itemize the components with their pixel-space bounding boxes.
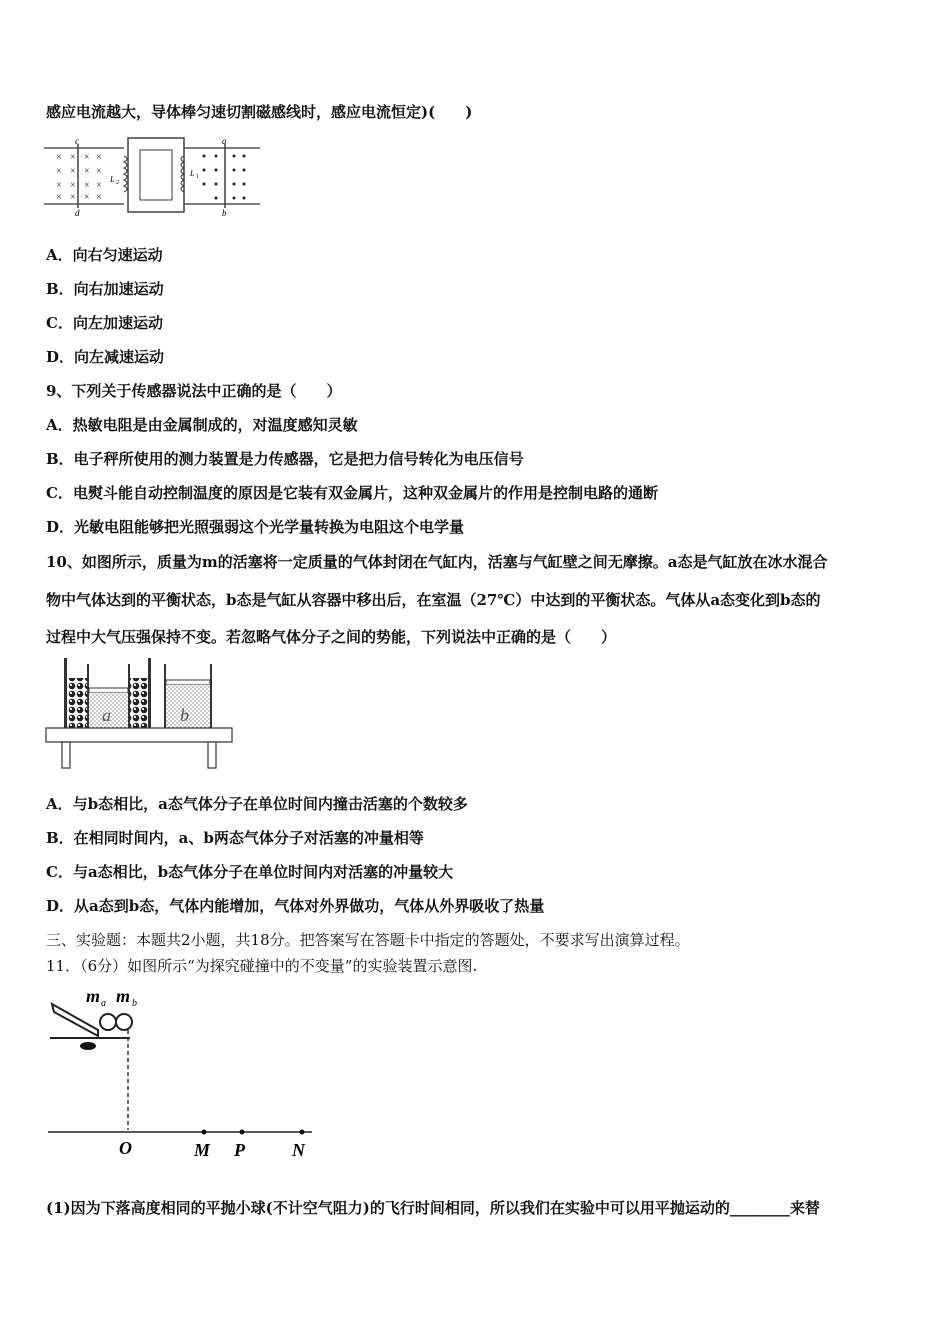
ice-left <box>67 678 87 728</box>
label-N: N <box>292 1140 305 1160</box>
label-O: O <box>119 1138 132 1158</box>
piston-a <box>89 688 128 693</box>
q8-option-c[interactable]: C．向左加速运动 <box>46 314 163 332</box>
svg-text:×: × <box>96 166 102 177</box>
q11-part1: (1)因为下落高度相同的平抛小球(不计空气阻力)的飞行时间相同，所以我们在实验中可以用平抛运动的________来替 <box>46 1199 820 1217</box>
q9-option-b[interactable]: B．电子秤所使用的测力装置是力传感器，它是把力信号转化为电压信号 <box>46 450 524 468</box>
clamp <box>80 1042 96 1050</box>
ramp <box>52 1004 98 1036</box>
table-top <box>46 728 232 742</box>
q10-option-c[interactable]: C．与a态相比，b态气体分子在单位时间内对活塞的冲量较大 <box>46 863 454 881</box>
q10-stem-line3: 过程中大气压强保持不变。若忽略气体分子之间的势能，下列说法中正确的是（ ） <box>46 628 617 646</box>
label-b-state: b <box>180 705 189 725</box>
q8-option-a[interactable]: A．向右匀速运动 <box>46 246 163 264</box>
q11-apparatus-figure <box>46 982 314 1166</box>
svg-text:×: × <box>56 192 62 203</box>
q8-stem-tail: 感应电流越大，导体棒匀速切割磁感线时，感应电流恒定)( ) <box>46 103 473 121</box>
svg-text:×: × <box>96 152 102 163</box>
q8-option-b[interactable]: B．向右加速运动 <box>46 280 164 298</box>
svg-text:1: 1 <box>196 174 199 180</box>
svg-text:×: × <box>96 180 102 191</box>
q10-stem-line2: 物中气体达到的平衡状态，b态是气缸从容器中移出后，在室温（27℃）中达到的平衡状态。气体从a态变化到b态的 <box>46 591 821 609</box>
q9-option-a[interactable]: A．热敏电阻是由金属制成的，对温度感知灵敏 <box>46 416 358 434</box>
svg-text:×: × <box>56 166 62 177</box>
svg-text:a: a <box>101 998 106 1009</box>
svg-text:×: × <box>56 180 62 191</box>
svg-text:×: × <box>70 192 76 203</box>
q8-option-d[interactable]: D．向左减速运动 <box>46 348 165 366</box>
svg-text:×: × <box>70 180 76 191</box>
svg-text:×: × <box>96 192 102 203</box>
q10-stem-line1: 10、如图所示，质量为m的活塞将一定质量的气体封闭在气缸内，活塞与气缸壁之间无摩擦。a态是气缸放在冰水混合 <box>46 553 828 571</box>
q9-stem: 9、下列关于传感器说法中正确的是（ ） <box>46 382 342 400</box>
svg-text:×: × <box>56 152 62 163</box>
q11-stem: 11．（6分）如图所示“为探究碰撞中的不变量”的实验装置示意图. <box>46 957 478 975</box>
label-M: M <box>194 1140 211 1160</box>
svg-text:×: × <box>70 166 76 177</box>
q10-cylinder-figure <box>44 658 236 770</box>
piston-b <box>166 680 210 685</box>
svg-text:×: × <box>70 152 76 163</box>
q9-option-d[interactable]: D．光敏电阻能够把光照强弱这个光学量转换为电阻这个电学量 <box>46 518 465 536</box>
q9-option-c[interactable]: C．电熨斗能自动控制温度的原因是它装有双金属片，这种双金属片的作用是控制电路的通断 <box>46 484 658 502</box>
label-a-state: a <box>102 705 111 725</box>
ball-b <box>116 1014 132 1030</box>
q8-circuit-figure <box>44 136 260 218</box>
svg-text:×: × <box>84 152 90 163</box>
q10-option-d[interactable]: D．从a态到b态，气体内能增加，气体对外界做功，气体从外界吸收了热量 <box>46 897 545 915</box>
label-ma: m <box>86 986 101 1006</box>
label-P: P <box>234 1140 245 1160</box>
svg-text:×: × <box>84 192 90 203</box>
ball-a <box>100 1014 116 1030</box>
dots-field <box>203 155 246 200</box>
label-a: a <box>222 136 227 146</box>
label-L2: L <box>110 175 115 184</box>
label-mb: m <box>116 986 131 1006</box>
ice-right <box>130 678 148 728</box>
svg-text:×: × <box>84 166 90 177</box>
label-d: d <box>75 208 80 218</box>
svg-text:×: × <box>84 180 90 191</box>
label-c: c <box>75 136 79 146</box>
svg-text:b: b <box>132 998 137 1009</box>
section3-heading: 三、实验题：本题共2小题，共18分。把答案写在答题卡中指定的答题处，不要求写出演算过程。 <box>46 931 690 949</box>
label-b: b <box>222 208 227 218</box>
q10-option-a[interactable]: A．与b态相比，a态气体分子在单位时间内撞击活塞的个数较多 <box>46 795 468 813</box>
label-L1: L <box>190 169 195 178</box>
svg-text:2: 2 <box>116 180 119 186</box>
q10-option-b[interactable]: B．在相同时间内，a、b两态气体分子对活塞的冲量相等 <box>46 829 424 847</box>
